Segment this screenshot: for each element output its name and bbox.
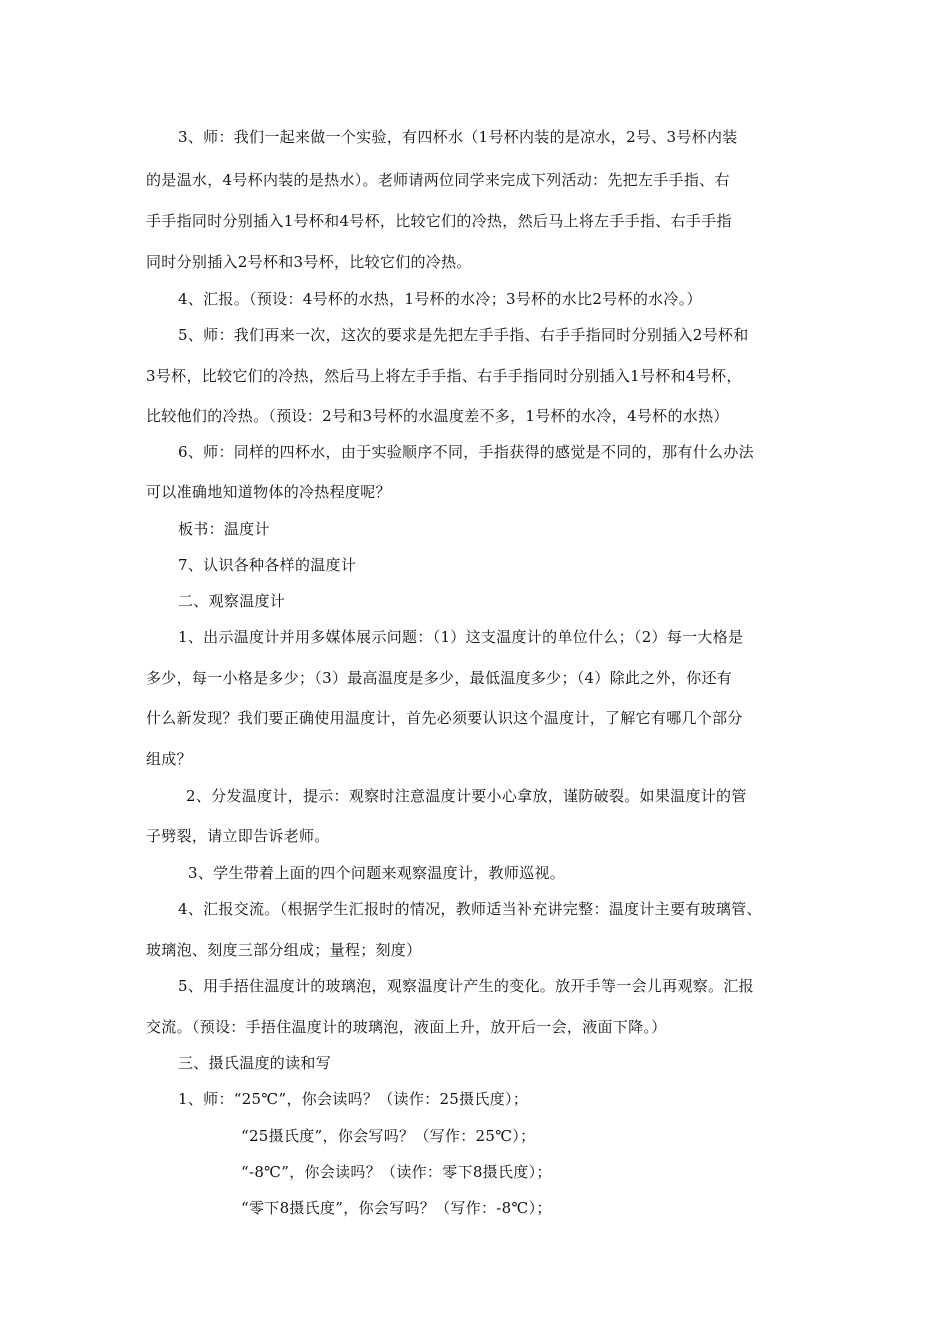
paragraph-line: 玻璃泡、刻度三部分组成；量程；刻度）: [146, 941, 422, 959]
paragraph-line: 子劈裂，请立即告诉老师。: [146, 827, 330, 845]
paragraph-line: 什么新发现？我们要正确使用温度计，首先必须要认识这个温度计，了解它有哪几个部分: [146, 709, 743, 727]
section-heading: 二、观察温度计: [178, 592, 286, 610]
paragraph-line: 组成？: [146, 750, 192, 768]
paragraph-line: “25摄氏度”，你会写吗？（写作：25℃）；: [241, 1127, 536, 1145]
paragraph-line: 同时分别插入2号杯和3号杯，比较它们的冷热。: [146, 253, 472, 271]
paragraph-line: 多少，每一小格是多少；（3）最高温度是多少，最低温度多少；（4）除此之外，你还有: [146, 669, 733, 687]
paragraph-line: 比较他们的冷热。（预设：2号和3号杯的水温度差不多，1号杯的水冷，4号杯的水热）: [146, 407, 729, 425]
paragraph-line: 4、汇报交流。（根据学生汇报时的情况，教师适当补充讲完整：温度计主要有玻璃管、: [178, 900, 762, 918]
paragraph-line: 3、学生带着上面的四个问题来观察温度计，教师巡视。: [188, 864, 566, 882]
paragraph-line: 可以准确地知道物体的冷热程度呢？: [146, 483, 391, 501]
paragraph-line: 2、分发温度计，提示：观察时注意温度计要小心拿放，谨防破裂。如果温度计的管: [186, 787, 747, 805]
paragraph-line: 交流。（预设：手捂住温度计的玻璃泡，液面上升，放开后一会，液面下降。）: [146, 1018, 667, 1036]
paragraph-line: 手手指同时分别插入1号杯和4号杯，比较它们的冷热，然后马上将左手手指、右手手指: [146, 212, 732, 230]
paragraph-line: 3号杯，比较它们的冷热，然后马上将左手手指、右手手指同时分别插入1号杯和4号杯，: [146, 367, 742, 385]
paragraph-line: 6、师：同样的四杯水，由于实验顺序不同，手指获得的感觉是不同的，那有什么办法: [178, 443, 754, 461]
paragraph-line: 7、认识各种各样的温度计: [178, 556, 357, 574]
paragraph-line: 5、用手捂住温度计的玻璃泡，观察温度计产生的变化。放开手等一会儿再观察。汇报: [178, 977, 754, 995]
paragraph-line: 4、汇报。（预设：4号杯的水热，1号杯的水冷；3号杯的水比2号杯的水冷。）: [178, 290, 702, 308]
paragraph-line: 1、出示温度计并用多媒体展示问题：（1）这支温度计的单位什么；（2）每一大格是: [178, 628, 744, 646]
paragraph-line: 1、师：“25℃”，你会读吗？（读作：25摄氏度）；: [178, 1090, 529, 1108]
section-heading: 三、摄氏温度的读和写: [178, 1054, 332, 1072]
paragraph-line: 5、师：我们再来一次，这次的要求是先把左手手指、右手手指同时分别插入2号杯和: [178, 326, 749, 344]
paragraph-line: 的是温水，4号杯内装的是热水）。老师请两位同学来完成下列活动：先把左手手指、右: [146, 171, 730, 189]
paragraph-line: “零下8摄氏度”，你会写吗？（写作：-8℃）；: [241, 1199, 552, 1217]
paragraph-line: 板书：温度计: [178, 520, 270, 538]
paragraph-line: “-8℃”，你会读吗？（读作：零下8摄氏度）；: [241, 1163, 552, 1181]
paragraph-line: 3、师：我们一起来做一个实验，有四杯水（1号杯内装的是凉水，2号、3号杯内装: [178, 128, 738, 146]
